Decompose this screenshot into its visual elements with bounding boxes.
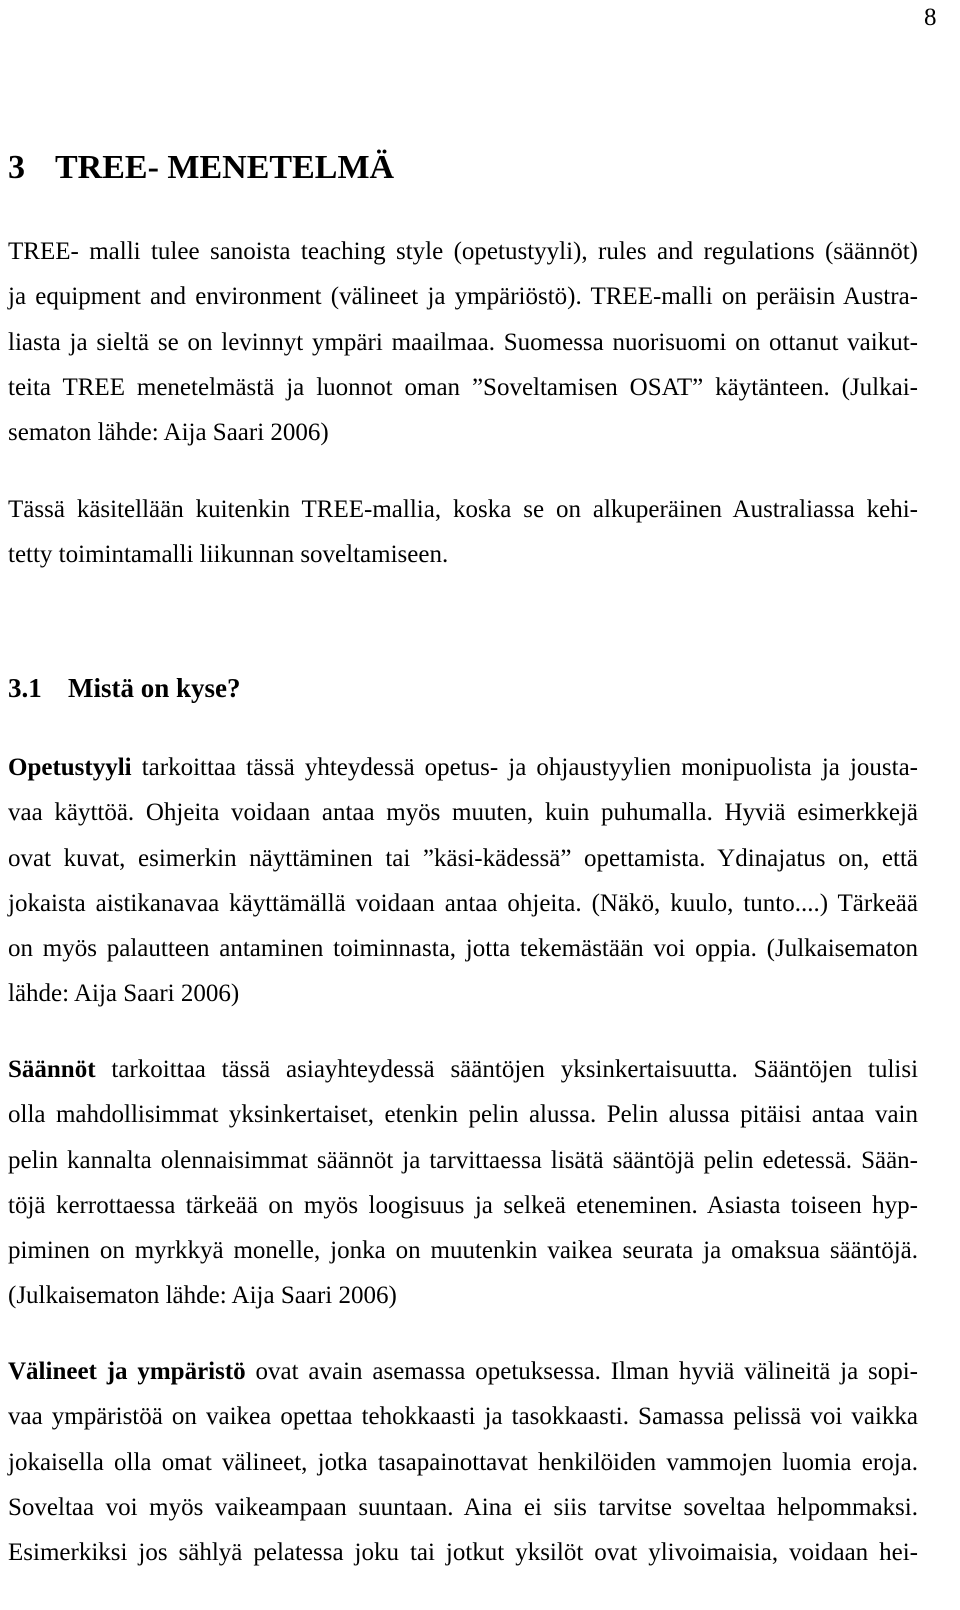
chapter-heading bbox=[0, 148, 960, 188]
text-line: ja equipment and environment (välineet ja ympäriöstö). TREE-malli on peräisin Austra- bbox=[8, 283, 918, 311]
text-line: vaa käyttöä. Ohjeita voidaan antaa myös muuten, kuin puhumalla. Hyviä esimerkkejä bbox=[8, 799, 918, 827]
paragraph-intro bbox=[8, 229, 918, 455]
text-line: töjä kerrottaessa tärkeää on myös loogisuus ja selkeä eteneminen. Asiasta toiseen hyp- bbox=[8, 1191, 918, 1219]
text-line: sematon lähde: Aija Saari 2006) bbox=[8, 419, 329, 447]
bold-term: Välineet ja ympäristö bbox=[8, 1358, 246, 1385]
section-heading bbox=[0, 671, 960, 705]
text-line: Tässä käsitellään kuitenkin TREE-mallia, koska se on alkuperäinen Australiassa kehi- bbox=[8, 496, 918, 523]
paragraph-valineet bbox=[8, 1349, 918, 1575]
text-line: lähde: Aija Saari 2006) bbox=[8, 980, 240, 1008]
text-line: piminen on myrkkyä monelle, jonka on muutenkin vaikea seurata ja omaksua sääntöjä. bbox=[8, 1237, 918, 1265]
text-line: Soveltaa voi myös vaikeampaan suuntaan. Aina ei siis tarvitse soveltaa helpommaksi. bbox=[8, 1493, 918, 1521]
paragraph-saannot bbox=[8, 1047, 918, 1319]
line-text: tarkoittaa tässä yhteydessä opetus- ja ohjaustyylien monipuolista ja jousta- bbox=[141, 754, 918, 781]
text-line: jokaista aistikanavaa käyttämällä voidaan antaa ohjeita. (Näkö, kuulo, tunto....) Tärkeää bbox=[8, 889, 918, 917]
text-line: teita TREE menetelmästä ja luonnot oman ”Soveltamisen OSAT” käytänteen. (Julkai- bbox=[8, 373, 918, 401]
text-line: TREE- malli tulee sanoista teaching style (opetustyyli), rules and regulations (säännöt) bbox=[8, 238, 918, 265]
bold-term: Opetustyyli bbox=[8, 754, 132, 781]
text-line bbox=[8, 1047, 918, 1092]
text-line: jokaisella olla omat välineet, jotka tasapainottavat henkilöiden vammojen luomia eroja. bbox=[8, 1448, 918, 1476]
text-line: pelin kannalta olennaisimmat säännöt ja tarvittaessa lisätä sääntöjä pelin edetessä. Sään- bbox=[8, 1146, 918, 1174]
text-line bbox=[8, 745, 918, 790]
text-line: Esimerkiksi jos sählyä pelatessa joku tai jotkut yksilöt ovat ylivoimaisia, voidaan hei- bbox=[8, 1539, 918, 1567]
section-number: 3.1 bbox=[8, 673, 42, 703]
text-line: ovat kuvat, esimerkin näyttäminen tai ”käsi-kädessä” opettamista. Ydinajatus on, että bbox=[8, 844, 918, 872]
text-line: (Julkaisematon lähde: Aija Saari 2006) bbox=[8, 1282, 397, 1310]
paragraph-opetustyyli bbox=[8, 745, 918, 1017]
text-line: on myös palautteen antaminen toiminnasta, jotta tekemästään voi oppia. (Julkaisematon bbox=[8, 935, 918, 963]
paragraph-tree-model bbox=[8, 487, 918, 578]
text-line: olla mahdollisimmat yksinkertaiset, etenkin pelin alussa. Pelin alussa pitäisi antaa vain bbox=[8, 1101, 918, 1129]
section-title: Mistä on kyse? bbox=[68, 673, 241, 703]
text-line: liasta ja sieltä se on levinnyt ympäri maailmaa. Suomessa nuorisuomi on ottanut vaikut- bbox=[8, 328, 918, 356]
page-number: 8 bbox=[924, 4, 937, 31]
chapter-number: 3 bbox=[8, 149, 25, 186]
text-line: vaa ympäristöä on vaikea opettaa tehokkaasti ja tasokkaasti. Samassa pelissä voi vaikka bbox=[8, 1403, 918, 1431]
chapter-title: TREE- MENETELMÄ bbox=[55, 149, 395, 186]
bold-term: Säännöt bbox=[8, 1056, 96, 1083]
line-text: ovat avain asemassa opetuksessa. Ilman hyviä välineitä ja sopi- bbox=[255, 1358, 919, 1385]
text-line: tetty toimintamalli liikunnan soveltamiseen. bbox=[8, 541, 449, 569]
text-line bbox=[8, 1349, 918, 1394]
line-text: tarkoittaa tässä asiayhteydessä sääntöjen yksinkertaisuutta. Sääntöjen tulisi bbox=[111, 1056, 919, 1083]
